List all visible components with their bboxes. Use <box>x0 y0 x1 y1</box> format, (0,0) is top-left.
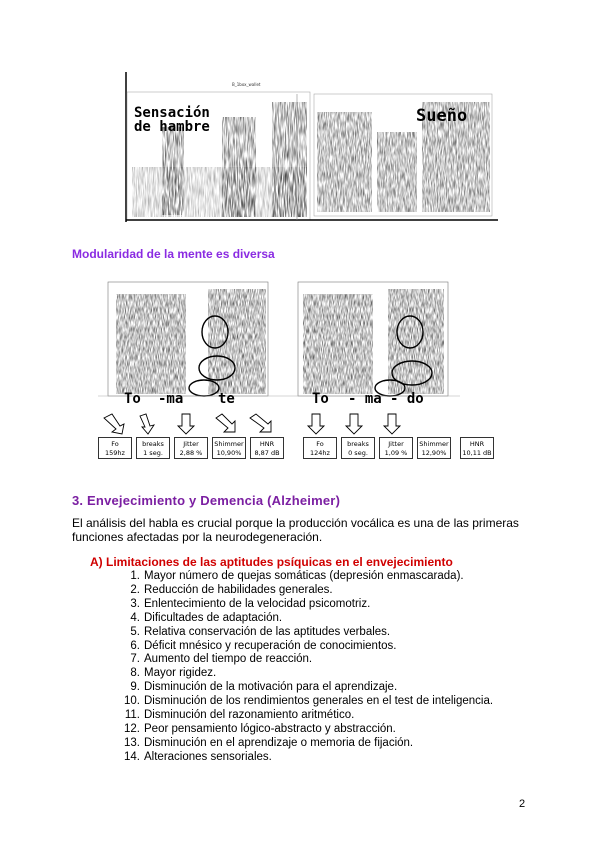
sleep-label: Sueño <box>416 106 468 126</box>
param-value: 1,09 % <box>384 449 408 457</box>
item-number: 5. <box>130 625 140 638</box>
section-title: 3. Envejecimiento y Demencia (Alzheimer) <box>72 493 341 508</box>
param-value: 10,11 dB <box>462 449 492 457</box>
param-box-breaks-right <box>341 437 375 459</box>
param-value: 12,90% <box>421 449 447 457</box>
left-syllable-ma: -ma <box>158 391 184 407</box>
right-syllable-ma: - ma <box>348 391 382 407</box>
param-box-hnr-right <box>460 437 494 459</box>
param-name: Jitter <box>183 440 199 448</box>
list-item <box>120 667 540 681</box>
param-box-fo-left <box>98 437 132 459</box>
item-text: Disminución en el aprendizaje o memoria de fijación. <box>144 736 414 749</box>
section-paragraph: El análisis del habla es crucial porque la producción vocálica es una de las primeras funciones afectadas por la neurodegeneración. <box>72 516 519 544</box>
param-box-shimmer-left <box>212 437 246 459</box>
param-value: 2,88 % <box>179 449 203 457</box>
param-box-shimmer-right <box>417 437 451 459</box>
param-box-breaks-left <box>136 437 170 459</box>
item-number: 8. <box>130 667 140 680</box>
tomate-figure <box>98 274 460 466</box>
right-syllable-to: To <box>312 391 329 407</box>
item-text: Mayor rigidez. <box>144 667 217 680</box>
item-text: Enlentecimiento de la velocidad psicomotriz. <box>144 597 371 610</box>
item-text: Disminución del razonamiento aritmético. <box>144 709 355 722</box>
hunger-label: Sensación de hambre <box>134 105 210 135</box>
param-name: Jitter <box>388 440 404 448</box>
top-figure-header-tag: B_1box_wallet <box>232 82 261 87</box>
list-item <box>120 737 540 751</box>
param-box-jitter-right <box>379 437 413 459</box>
param-name: breaks <box>142 440 164 448</box>
item-text: Disminución de los rendimientos generales en el test de inteligencia. <box>144 695 494 708</box>
param-name: HNR <box>259 440 275 448</box>
limitations-list <box>120 570 540 765</box>
modularity-heading: Modularidad de la mente es diversa <box>72 247 275 261</box>
item-text: Alteraciones sensoriales. <box>144 750 272 763</box>
item-text: Dificultades de adaptación. <box>144 611 283 624</box>
item-number: 7. <box>130 653 140 666</box>
item-number: 2. <box>130 583 140 596</box>
tomate-spectrograms <box>98 274 460 406</box>
param-name: Shimmer <box>419 440 449 448</box>
item-number: 14. <box>124 750 140 763</box>
item-number: 11. <box>124 709 140 722</box>
list-item <box>120 626 540 640</box>
list-item <box>120 612 540 626</box>
param-box-fo-right <box>303 437 337 459</box>
param-value: 124hz <box>310 449 330 457</box>
param-value: 8,87 dB <box>254 449 280 457</box>
list-item <box>120 723 540 737</box>
param-box-jitter-left <box>174 437 208 459</box>
tomate-arrows <box>98 412 460 436</box>
param-name: HNR <box>469 440 485 448</box>
list-item <box>120 653 540 667</box>
left-syllable-to: To <box>124 391 141 407</box>
param-name: Fo <box>111 440 119 448</box>
list-item <box>120 709 540 723</box>
item-text: Reducción de habilidades generales. <box>144 583 333 596</box>
list-item <box>120 681 540 695</box>
param-value: 0 seg. <box>348 449 368 457</box>
page-number: 2 <box>519 798 526 810</box>
item-text: Disminución de la motivación para el aprendizaje. <box>144 681 398 694</box>
top-spectrogram-image <box>122 72 498 224</box>
limitations-heading: A) Limitaciones de las aptitudes psíquicas en el envejecimiento <box>90 555 453 569</box>
param-box-hnr-left <box>250 437 284 459</box>
param-value: 159hz <box>105 449 125 457</box>
item-number: 3. <box>130 597 140 610</box>
list-item <box>120 584 540 598</box>
list-item <box>120 598 540 612</box>
left-syllable-te: te <box>218 391 235 407</box>
item-text: Relativa conservación de las aptitudes verbales. <box>144 625 391 638</box>
item-number: 10. <box>124 695 140 708</box>
list-item <box>120 570 540 584</box>
list-item <box>120 640 540 654</box>
item-number: 12. <box>124 722 140 735</box>
item-text: Mayor número de quejas somáticas (depresión enmascarada). <box>144 570 464 582</box>
top-spectrogram-figure <box>122 72 498 224</box>
item-text: Déficit mnésico y recuperación de conocimientos. <box>144 639 397 652</box>
param-value: 1 seg. <box>143 449 163 457</box>
param-name: Fo <box>316 440 324 448</box>
right-syllable-do: - do <box>390 391 424 407</box>
item-number: 6. <box>130 639 140 652</box>
param-value: 10,90% <box>216 449 242 457</box>
list-item <box>120 695 540 709</box>
item-text: Aumento del tiempo de reacción. <box>144 653 313 666</box>
list-item <box>120 751 540 765</box>
item-text: Peor pensamiento lógico-abstracto y abstracción. <box>144 722 396 735</box>
item-number: 4. <box>130 611 140 624</box>
item-number: 13. <box>124 736 140 749</box>
item-number: 9. <box>130 681 140 694</box>
param-name: breaks <box>347 440 369 448</box>
item-number: 1. <box>130 570 140 582</box>
param-name: Shimmer <box>214 440 244 448</box>
